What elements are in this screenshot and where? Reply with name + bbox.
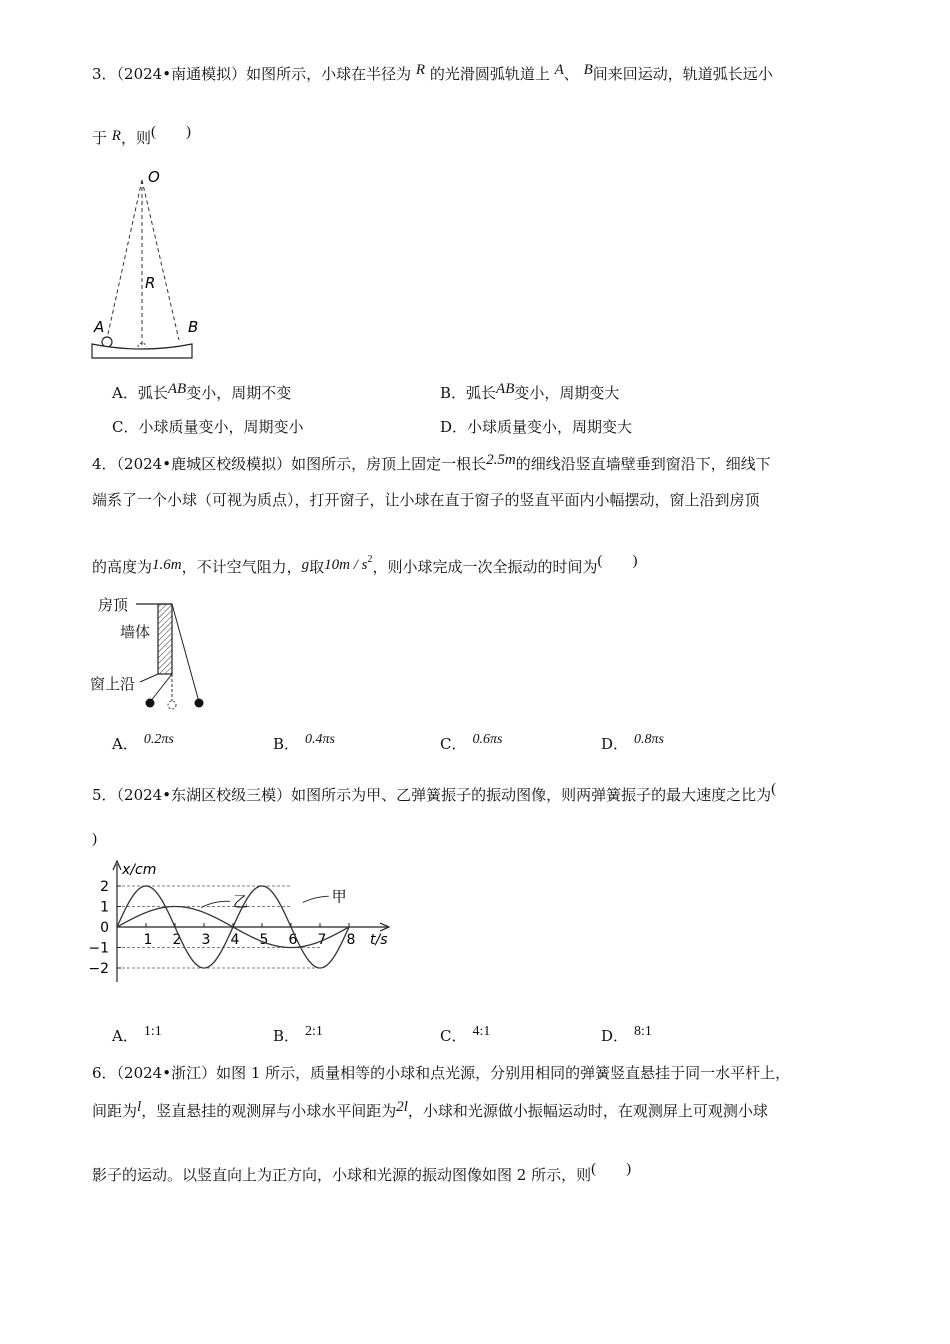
y-tick-label: −1: [88, 940, 109, 957]
x-tick-label: 6: [288, 932, 298, 948]
q4-string-right: [172, 604, 199, 702]
q3-option-a[interactable]: [112, 383, 291, 404]
q5-stem-text: 如图所示为甲、乙弹簧振子的振动图像，则两弹簧振子的最大速度之比为: [291, 786, 772, 804]
q4-option-c[interactable]: [440, 734, 502, 756]
q3-symbol-A: A: [554, 62, 564, 78]
q6-answer-bracket: ( ): [591, 1161, 632, 1177]
q3-stem-line-1: [92, 64, 773, 85]
q4-stem-line-2: [92, 490, 760, 510]
q5-option-d[interactable]: [601, 1026, 652, 1048]
option-text: 弧长: [137, 384, 168, 402]
q4-symbol-g: g: [301, 557, 310, 573]
option-label: C．: [112, 418, 139, 436]
q4-stem-line-1: [92, 454, 771, 475]
y-tick-label: 2: [100, 879, 109, 895]
option-value: 4:1: [472, 1024, 491, 1039]
option-value: 0.8πs: [634, 732, 664, 747]
q5-option-a[interactable]: [112, 1026, 162, 1048]
q4-stem-text: ，不计空气阻力，: [181, 558, 302, 576]
q6-symbol-l: l: [137, 1099, 142, 1115]
q6-stem-text: ，小球和光源做小振幅运动时，在观测屏上可观测小球: [407, 1102, 768, 1120]
option-value: 8:1: [634, 1024, 652, 1039]
q4-option-b[interactable]: [273, 734, 335, 756]
q3-answer-bracket: ( ): [150, 124, 191, 140]
q6-stem-line-3: [92, 1161, 632, 1186]
q5-option-c[interactable]: [440, 1026, 490, 1048]
option-label: C．: [440, 1027, 467, 1045]
q3-number: 3．: [92, 65, 117, 83]
option-text: 小球质量变小，周期变大: [467, 418, 633, 436]
q4-string-left: [150, 674, 172, 702]
y-tick-label: 0: [100, 920, 109, 936]
q4-option-a[interactable]: [112, 734, 174, 756]
q3-figure-label-R: R: [145, 274, 156, 292]
option-label: C．: [440, 735, 467, 753]
x-tick-label: 5: [259, 932, 269, 948]
q4-label-roof: 房顶: [98, 596, 129, 614]
option-label: D．: [601, 735, 629, 753]
option-value: 2:1: [305, 1024, 323, 1039]
q5-stem-line-2: [92, 828, 97, 849]
q3-radius-to-A: [108, 180, 142, 334]
x-axis-label: t/s: [370, 932, 388, 948]
q3-option-d[interactable]: [440, 417, 632, 437]
x-tick-label: 2: [172, 932, 182, 948]
option-value: 0.2πs: [143, 732, 174, 747]
q4-ball-left: [146, 699, 155, 708]
q4-height-value: 1.6m: [152, 557, 182, 573]
q4-window-pointer: [140, 674, 158, 682]
option-label: B．: [273, 735, 300, 753]
option-text: 变小，周期变大: [514, 384, 620, 402]
y-axis-label: x/cm: [122, 862, 157, 878]
option-value: 0.4πs: [305, 732, 335, 747]
option-text: 小球质量变小，周期变小: [138, 418, 304, 436]
q6-stem-text: 影子的运动。以竖直向上为正方向，小球和光源的振动图像如图 2 所示，则: [92, 1166, 592, 1184]
q4-stem-text: ，则小球完成一次全振动的时间为: [372, 558, 598, 576]
q4-label-wall: 墙体: [120, 623, 151, 641]
option-math: AB: [496, 381, 515, 397]
q4-length-value: 2.5m: [486, 452, 516, 468]
q4-window-figure: [88, 592, 218, 714]
option-label: D．: [440, 418, 468, 436]
option-label: A．: [112, 1027, 138, 1045]
x-tick-label: 4: [230, 932, 240, 948]
q3-option-b[interactable]: [440, 383, 619, 404]
q5-vibration-chart: [86, 856, 396, 992]
q4-g-exponent: 2: [367, 554, 373, 565]
q3-stem-text: 于: [92, 129, 108, 147]
q4-stem-text: 取: [309, 558, 325, 576]
q6-symbol-2l: 2l: [396, 1099, 408, 1115]
y-tick-label: 1: [100, 899, 109, 916]
series-label-甲: 甲: [331, 887, 347, 906]
option-value: 0.6πs: [472, 732, 503, 747]
option-label: B．: [440, 384, 467, 402]
q4-stem-text: 如图所示，房顶上固定一根长: [291, 455, 487, 473]
q4-stem-line-3: [92, 554, 638, 578]
option-text: 弧长: [466, 384, 497, 402]
q6-stem-line-2: [92, 1101, 768, 1122]
q6-number: 6．: [92, 1064, 117, 1082]
option-label: A．: [112, 735, 138, 753]
option-label: D．: [601, 1027, 629, 1045]
q5-number: 5．: [92, 786, 117, 804]
x-tick-label: 3: [201, 932, 211, 948]
q4-number: 4．: [92, 455, 117, 473]
q3-figure-label-O: O: [148, 168, 160, 186]
q3-stem-text: 的光滑圆弧轨道上: [429, 65, 550, 83]
q6-stem-text: ，竖直悬挂的观测屏与小球水平间距为: [141, 1102, 397, 1120]
q4-g-value: 10m / s: [324, 557, 368, 573]
q3-symbol-R: R: [111, 128, 121, 144]
series-callout-乙: [201, 901, 230, 907]
x-tick-label: 8: [346, 932, 356, 948]
q3-figure-label-A: A: [94, 318, 105, 336]
q5-bracket-close: ): [92, 831, 97, 847]
q4-stem-text: 端系了一个小球（可视为质点），打开窗子，让小球在直于窗子的竖直平面内小幅摆动，窗上沿到房顶: [92, 491, 760, 509]
q6-stem-text: 如图 1 所示，质量相等的小球和点光源，分别用相同的弹簧竖直悬挂于同一水平杆上，: [216, 1064, 791, 1082]
q3-stem-text: 间来回运动，轨道弧长远小: [592, 65, 773, 83]
series-label-乙: 乙: [233, 892, 249, 911]
q5-bracket-open: (: [771, 781, 777, 797]
series-callout-甲: [303, 896, 329, 902]
option-text: 变小，周期不变: [186, 384, 292, 402]
q4-label-window: 窗上沿: [90, 675, 136, 693]
q3-symbol-B: B: [583, 62, 593, 78]
q6-stem-line-1: [92, 1063, 790, 1083]
q3-arc-track: [92, 344, 192, 358]
q4-option-d[interactable]: [601, 734, 664, 756]
option-label: B．: [273, 1027, 300, 1045]
q3-radius-to-B: [142, 180, 179, 340]
q3-stem-text: ，则: [120, 129, 151, 147]
q3-stem-line-2: [92, 124, 191, 149]
q4-wall: [158, 604, 172, 674]
q4-ball-center: [168, 701, 176, 709]
q4-stem-text: 的高度为: [92, 558, 153, 576]
q3-figure-label-B: B: [188, 318, 199, 336]
q3-source: （2024•南通模拟）: [116, 65, 247, 83]
y-tick-label: −2: [88, 961, 109, 977]
q6-source: （2024•浙江）: [116, 1064, 217, 1082]
q3-pendulum-figure: [82, 162, 212, 362]
option-math: AB: [167, 381, 187, 397]
q5-option-b[interactable]: [273, 1026, 323, 1048]
q4-source: （2024•鹿城区校级模拟）: [116, 455, 292, 473]
option-label: A．: [112, 384, 138, 402]
x-tick-label: 1: [143, 932, 153, 948]
q5-source: （2024•东湖区校级三模）: [116, 786, 292, 804]
q3-option-c[interactable]: [112, 417, 304, 437]
option-value: 1:1: [143, 1024, 162, 1039]
q3-stem-text: 如图所示，小球在半径为: [246, 65, 412, 83]
q5-stem-line-1: [92, 781, 777, 806]
q6-stem-text: 间距为: [92, 1102, 138, 1120]
x-tick-label: 7: [317, 932, 327, 948]
q3-stem-text: 、: [563, 65, 579, 83]
q3-symbol-R: R: [415, 62, 426, 78]
q4-answer-bracket: ( ): [597, 553, 638, 569]
q4-ball-right: [195, 699, 204, 708]
q4-stem-text: 的细线沿竖直墙壁垂到窗沿下，细线下: [515, 455, 771, 473]
